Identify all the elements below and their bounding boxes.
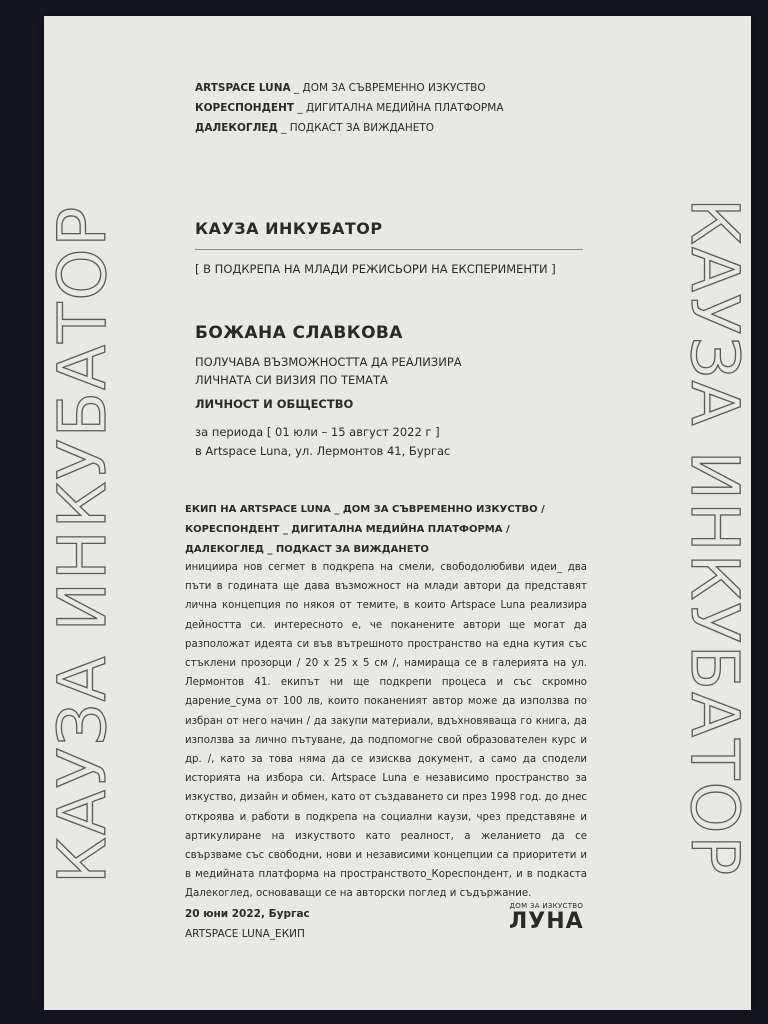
luna-logo: [509, 902, 584, 934]
period-location: в Artspace Luna, ул. Лермонтов 41, Бургас: [195, 444, 451, 458]
org-desc: _ ДИГИТАЛНА МЕДИЙНА ПЛАТФОРМА: [294, 102, 504, 114]
opportunity-line: ЛИЧНАТА СИ ВИЗИЯ ПО ТЕМАТА: [195, 373, 388, 387]
org-line: [195, 98, 504, 118]
theme-title: ЛИЧНОСТ И ОБЩЕСТВО: [195, 397, 354, 411]
footer-signature: [185, 904, 310, 944]
org-desc: _ ДОМ ЗА СЪВРЕМЕННО ИЗКУСТВО: [290, 82, 486, 94]
vertical-title-left: КАУЗА ИНКУБАТОР: [44, 204, 121, 884]
recipient-name: БОЖАНА СЛАВКОВА: [195, 323, 403, 343]
title-divider: [195, 249, 583, 250]
document-page: [44, 16, 751, 1010]
logo-small-text: ДОМ ЗА ИЗКУСТВО: [509, 902, 584, 910]
org-name: КОРЕСПОНДЕНТ: [195, 102, 295, 114]
page-subtitle: [ В ПОДКРЕПА НА МЛАДИ РЕЖИСЬОРИ НА ЕКСПЕРИМЕНТИ ]: [195, 262, 556, 276]
org-name: ДАЛЕКОГЛЕД: [195, 122, 278, 134]
body-paragraph: инициира нов сегмет в подкрепа на смели, свободолюбиви идеи_ два пъти в годината ще дава възможност на млади автори да представят лична концепция по някоя от темите, в които Artspace Luna реализира дейността си. интересното е, че поканените автори ще могат да разположат идеята си във вътрешното пространство на една кутия със стъклени прозорци / 20 x 25 x 5 см /, намираща се в галерията на ул. Лермонтов 41. екипът ни ще подкрепи процеса и със скромно дарение_сума от 100 лв, които поканеният автор може да използва по избран от него начин / да закупи материали, вдъхновяваща го книга, да използва за лично пътуване, да подпомогне свой образователен курс и др. /, като за това няма да се изисква документ, а само да сподели историята на избора си. Artspace Luna е независимо пространство за изкуство, дизайн и обмен, като от създаването си през 1998 год. до днес откроява и работи в подкрепа на социални каузи, чрез представяне и артикулиране на изкуството като реалност, а желанието да се свързваме със свободни, нови и независими концепции са приоритети и в медийната платформа на пространството_Кореспондент, и в подкаста Далекоглед, основаващи се на авторски поглед и съдържание.: [185, 562, 587, 900]
opportunity-line: ПОЛУЧАВА ВЪЗМОЖНОСТТА ДА РЕАЛИЗИРА: [195, 355, 462, 369]
date-place: 20 юни 2022, Бургас: [185, 908, 310, 920]
org-desc: _ ПОДКАСТ ЗА ВИЖДАНЕТО: [277, 122, 435, 134]
org-line: [195, 118, 504, 138]
page-title: КАУЗА ИНКУБАТОР: [195, 219, 383, 238]
team-heading: [185, 500, 545, 560]
team-line: ДАЛЕКОГЛЕД _ ПОДКАСТ ЗА ВИЖДАНЕТО: [185, 544, 429, 555]
team-line: ЕКИП НА ARTSPACE LUNA _ ДОМ ЗА СЪВРЕМЕННО ИЗКУСТВО /: [185, 504, 545, 515]
opportunity-text: [195, 353, 462, 389]
org-name: ARTSPACE LUNA: [195, 82, 291, 94]
vertical-title-right: КАУЗА ИНКУБАТОР: [676, 198, 753, 878]
team-line: КОРЕСПОНДЕНТ _ ДИГИТАЛНА МЕДИЙНА ПЛАТФОРМА /: [185, 524, 510, 535]
period-info: [195, 423, 450, 461]
org-line: [195, 78, 504, 98]
signature: ARTSPACE LUNA_ЕКИП: [185, 928, 305, 940]
period-dates: за периода [ 01 юли – 15 август 2022 г ]: [195, 425, 440, 439]
logo-big-text: ЛУНА: [509, 909, 584, 934]
organizations-block: [195, 78, 504, 138]
